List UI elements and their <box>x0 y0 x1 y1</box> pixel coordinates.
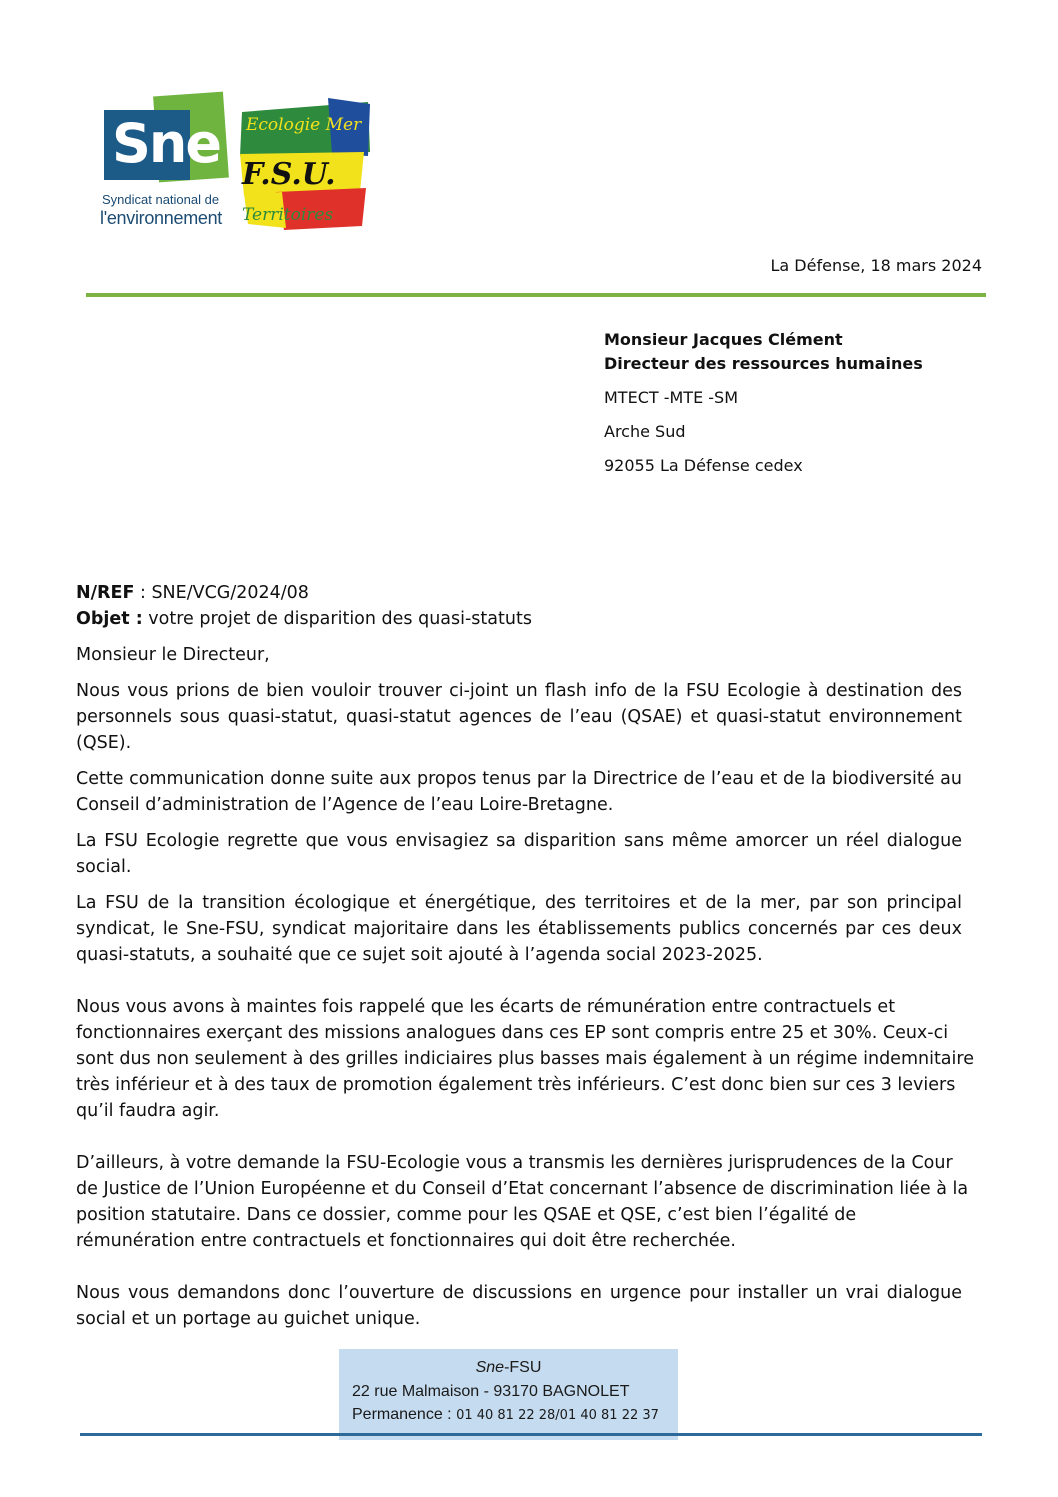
object-line <box>76 606 962 632</box>
addressee-name: Monsieur Jacques Clément <box>604 330 843 349</box>
paragraph-6: D’ailleurs, à votre demande la FSU-Ecologie vous a transmis les dernières jurisprudences de la Cour de Justice de l’Union Européenne et du Conseil d’Etat concernant l’absence de discrimination liée à la position statutaire. Dans ce dossier, comme pour les QSAE et QSE, c’est bien l’égalité de rémunération entre contractuels et fonctionnaires qui doit être recherchée. <box>76 1153 969 1251</box>
footer-divider <box>80 1433 982 1436</box>
paragraph-7: Nous vous demandons donc l’ouverture de discussions en urgence pour installer un vrai dialogue social et un portage au guichet unique. <box>76 1283 962 1329</box>
letter-body <box>76 580 974 1342</box>
header-divider <box>86 293 986 297</box>
footer-phone-numbers: 01 40 81 22 28/01 40 81 22 37 <box>456 1408 659 1423</box>
fsu-ecologie-logo <box>236 96 374 232</box>
letter-date: La Défense, 18 mars 2024 <box>770 256 982 275</box>
sne-logo-subtitle-1: Syndicat national de <box>102 192 220 207</box>
footer-address: 22 rue Malmaison - 93170 BAGNOLET <box>352 1383 630 1400</box>
addressee-title: Directeur des ressources humaines <box>604 354 923 373</box>
footer-org-rest: -FSU <box>504 1359 542 1376</box>
paragraph-3: La FSU Ecologie regrette que vous envisagiez sa disparition sans même amorcer un réel dialogue social. <box>76 831 962 877</box>
fsu-logo-bottom-text: Territoires <box>242 205 334 225</box>
paragraph-5: Nous vous avons à maintes fois rappelé que les écarts de rémunération entre contractuels et fonctionnaires exerçant des missions analogues dans ces EP sont compris entre 25 et 30%. Ceux-ci sont dus non seulement à des grilles indiciaires plus basses mais également à un régime indemnitaire très inférieur et à des taux de promotion également très inférieurs. C’est donc bien sur ces 3 leviers qu’il faudra agir. <box>76 997 974 1121</box>
addressee-org: MTECT -MTE -SM <box>604 388 738 407</box>
footer-org-italic: Sne <box>475 1359 505 1376</box>
sne-logo-subtitle-2: l'environnement <box>100 208 223 228</box>
paragraph-1: Nous vous prions de bien vouloir trouver ci-joint un flash info de la FSU Ecologie à destination des personnels sous quasi-statut, quasi-statut agences de l’eau (QSAE) et quasi-statut environnement (QSE). <box>76 681 962 753</box>
addressee-block <box>604 328 923 478</box>
reference-label: N/REF <box>76 583 135 603</box>
paragraph-2: Cette communication donne suite aux propos tenus par la Directrice de l’eau et de la biodiversité au Conseil d’administration de l’Agence de l’eau Loire-Bretagne. <box>76 769 962 815</box>
paragraph-4: La FSU de la transition écologique et énergétique, des territoires et de la mer, par son principal syndicat, le Sne-FSU, syndicat majoritaire dans les établissements publics concernés par ces deux quasi-statuts, a souhaité que ce sujet soit ajouté à l’agenda social 2023-2025. <box>76 893 962 965</box>
footer-phone-label: Permanence : <box>352 1406 457 1423</box>
reference-value: : SNE/VCG/2024/08 <box>134 583 309 603</box>
addressee-building: Arche Sud <box>604 422 686 441</box>
footer-contact-box <box>339 1349 678 1440</box>
footer-org <box>339 1359 678 1377</box>
fsu-logo-top-text: Ecologie Mer <box>246 115 362 135</box>
footer-phone <box>352 1406 659 1424</box>
addressee-city: 92055 La Défense cedex <box>604 456 803 475</box>
sne-logo <box>100 92 230 230</box>
reference-line <box>76 580 962 606</box>
object-label: Objet : <box>76 609 143 629</box>
salutation: Monsieur le Directeur, <box>76 645 270 665</box>
sne-logo-word: Sne <box>112 112 220 175</box>
object-value: votre projet de disparition des quasi-statuts <box>142 609 532 629</box>
fsu-logo-middle-text: F.S.U. <box>242 157 336 192</box>
